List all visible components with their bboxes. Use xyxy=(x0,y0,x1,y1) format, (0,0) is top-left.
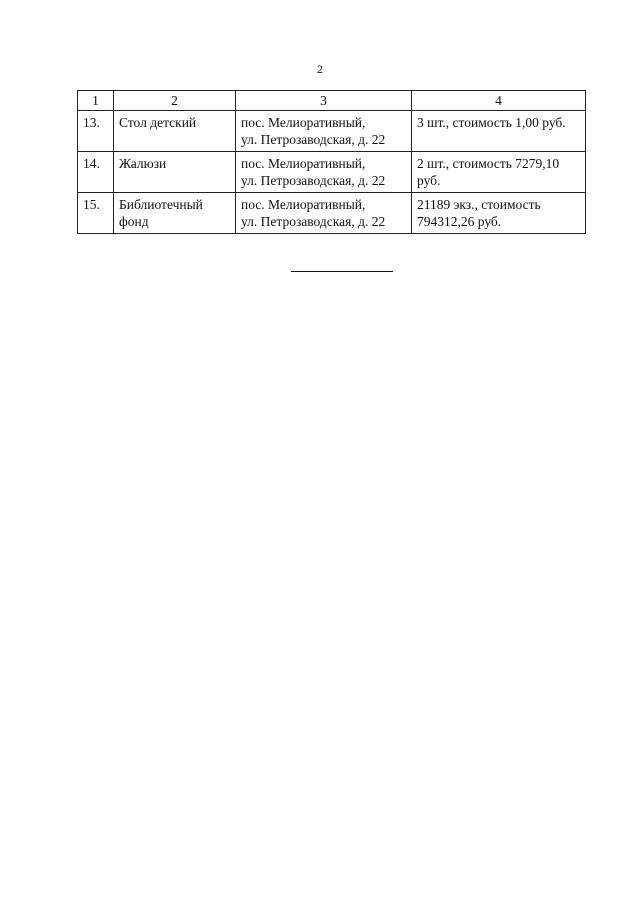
row-number: 13. xyxy=(78,111,114,152)
item-name: Библиотечный xyxy=(119,197,203,212)
item-name-cell xyxy=(114,193,236,234)
item-details-cell xyxy=(412,111,586,152)
table-row xyxy=(78,111,586,152)
address-line: ул. Петрозаводская, д. 22 xyxy=(241,214,386,229)
inventory-table xyxy=(77,90,586,234)
item-address-cell xyxy=(236,193,412,234)
item-address-cell xyxy=(236,111,412,152)
page-number: 2 xyxy=(317,62,323,76)
item-name: фонд xyxy=(119,214,149,229)
details-line: 2 шт., стоимость 7279,10 xyxy=(417,156,560,171)
row-number: 14. xyxy=(78,152,114,193)
details-line: 21189 экз., стоимость xyxy=(417,197,541,212)
table-row xyxy=(78,152,586,193)
table-header-row xyxy=(78,91,586,111)
item-name-cell xyxy=(114,111,236,152)
header-cell-4: 4 xyxy=(412,91,586,111)
header-cell-3: 3 xyxy=(236,91,412,111)
address-line: ул. Петрозаводская, д. 22 xyxy=(241,132,386,147)
address-line: пос. Мелиоративный, xyxy=(241,197,366,212)
header-cell-2: 2 xyxy=(114,91,236,111)
row-number: 15. xyxy=(78,193,114,234)
item-details-cell xyxy=(412,193,586,234)
item-address-cell xyxy=(236,152,412,193)
item-name-cell xyxy=(114,152,236,193)
item-name: Стол детский xyxy=(119,115,197,130)
address-line: ул. Петрозаводская, д. 22 xyxy=(241,173,386,188)
header-cell-1: 1 xyxy=(78,91,114,111)
item-details-cell xyxy=(412,152,586,193)
details-line: 794312,26 руб. xyxy=(417,214,502,229)
table-row xyxy=(78,193,586,234)
details-line: 3 шт., стоимость 1,00 руб. xyxy=(417,115,566,130)
details-line: руб. xyxy=(417,173,441,188)
end-of-document-rule xyxy=(291,271,393,272)
item-name: Жалюзи xyxy=(119,156,167,171)
address-line: пос. Мелиоративный, xyxy=(241,156,366,171)
address-line: пос. Мелиоративный, xyxy=(241,115,366,130)
